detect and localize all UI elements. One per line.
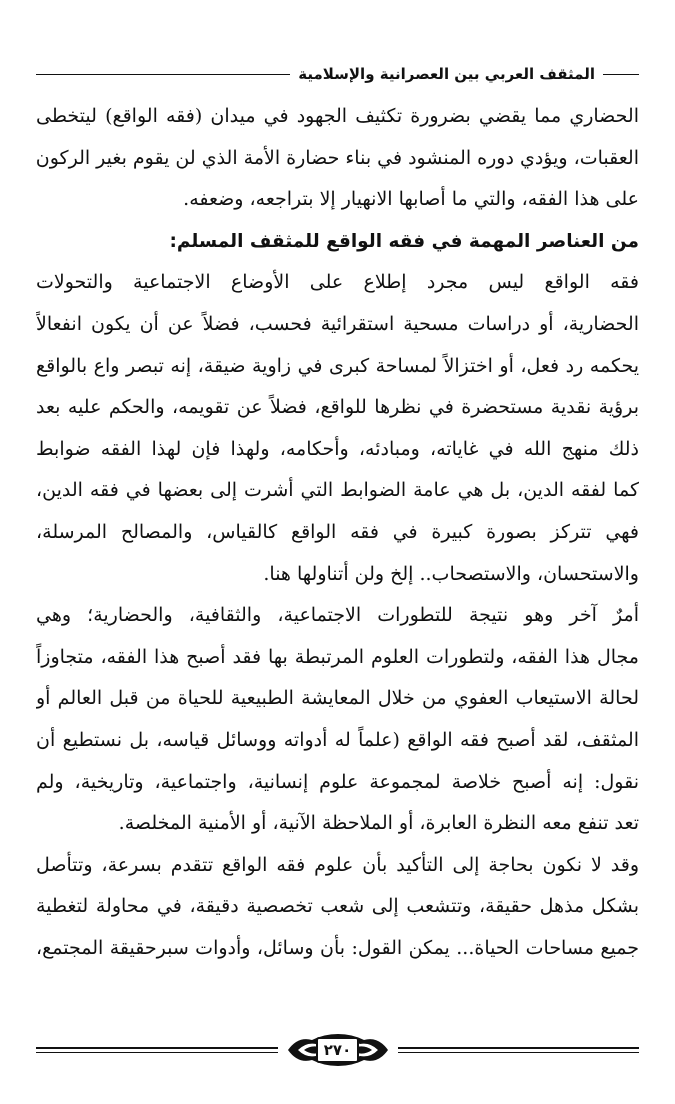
running-header-title: المثقف العربي بين العصرانية والإسلامية: [298, 65, 595, 83]
page-number: ٢٧٠: [316, 1037, 359, 1063]
running-header: [36, 58, 639, 90]
paragraph-line: وقد لا نكون بحاجة إلى التأكيد بأن علوم فقه الواقع تتقدم بسرعة، وتتأصل: [36, 853, 639, 876]
paragraph-line: يحكمه رد فعل، أو اختزالاً لمساحة كبرى في زاوية ضيقة، إنه تبصر واع بالواقع: [36, 354, 639, 377]
paragraph-line: فهي تتركز بصورة كبيرة في فقه الواقع كالقياس، والمصالح المرسلة،: [36, 520, 639, 543]
paragraph-line: العقبات، ويؤدي دوره المنشود في بناء حضارة الأمة الذي لن يقوم بغير الركون: [36, 146, 639, 169]
paragraph-line: بشكل مذهل حقيقة، وتتشعب إلى شعب تخصصية دقيقة، في محاولة لتغطية: [36, 895, 639, 918]
paragraph-line: المثقف، لقد أصبح فقه الواقع (علماً له أدواته ووسائل قياسه، بل نستطيع أن: [36, 728, 639, 751]
paragraph-line: نقول: إنه أصبح خلاصة لمجموعة علوم إنسانية، واجتماعية، وتاريخية، ولم: [36, 770, 639, 793]
paragraph-line: أمرٌ آخر وهو نتيجة للتطورات الاجتماعية، والثقافية، والحضارية؛ وهي: [36, 604, 639, 627]
footer-rule-left: [36, 1047, 278, 1053]
paragraph-line: مجال هذا الفقه، ولتطورات العلوم المرتبطة بها فقد أصبح هذا الفقه، متجاوزاً: [36, 645, 639, 668]
paragraph-line: الحضاري مما يقضي بضرورة تكثيف الجهود في ميدان (فقه الواقع) ليتخطى: [36, 105, 639, 127]
header-rule-short: [603, 74, 639, 75]
paragraph-line: تعد تنفع معه النظرة العابرة، أو الملاحظة الآنية، أو الأمنية المخلصة.: [118, 812, 639, 835]
paragraph-line: جميع مساحات الحياة... يمكن القول: بأن وسائل، وأدوات سبرحقيقة المجتمع،: [36, 936, 639, 959]
page-body: [36, 96, 639, 969]
page-number-ornament: [284, 1030, 392, 1070]
page-footer: [36, 1028, 639, 1072]
paragraph-line: على هذا الفقه، والتي ما أصابها الانهيار إلا بتراجعه، وضعفه.: [183, 188, 639, 211]
paragraph-line: برؤية نقدية مستحضرة في نظرها للواقع، فضلاً عن تقويمه، والحكم عليه بعد: [36, 396, 639, 419]
paragraph-line: لحالة الاستيعاب العفوي من خلال المعايشة الطبيعية للحياة من قبل العالم أو: [36, 687, 639, 710]
section-heading: من العناصر المهمة في فقه الواقع للمثقف المسلم:: [169, 230, 639, 252]
footer-rule-right: [398, 1047, 640, 1053]
paragraph-line: فقه الواقع ليس مجرد إطلاع على الأوضاع الاجتماعية والتحولات: [36, 271, 639, 294]
header-rule-long: [36, 74, 290, 75]
paragraph-line: والاستحسان، والاستصحاب.. إلخ ولن أتناولها هنا.: [263, 562, 639, 585]
paragraph-line: الحضارية، أو دراسات مسحية استقرائية فحسب، فضلاً عن أن يكون انفعالاً: [36, 312, 639, 335]
paragraph-line: ذلك منهج الله في غاياته، ومبادئه، وأحكامه، ولهذا فإن لهذا الفقه ضوابط: [36, 437, 639, 460]
paragraph-line: كما لفقه الدين، بل هي عامة الضوابط التي أشرت إلى بعضها في فقه الدين،: [36, 479, 639, 502]
